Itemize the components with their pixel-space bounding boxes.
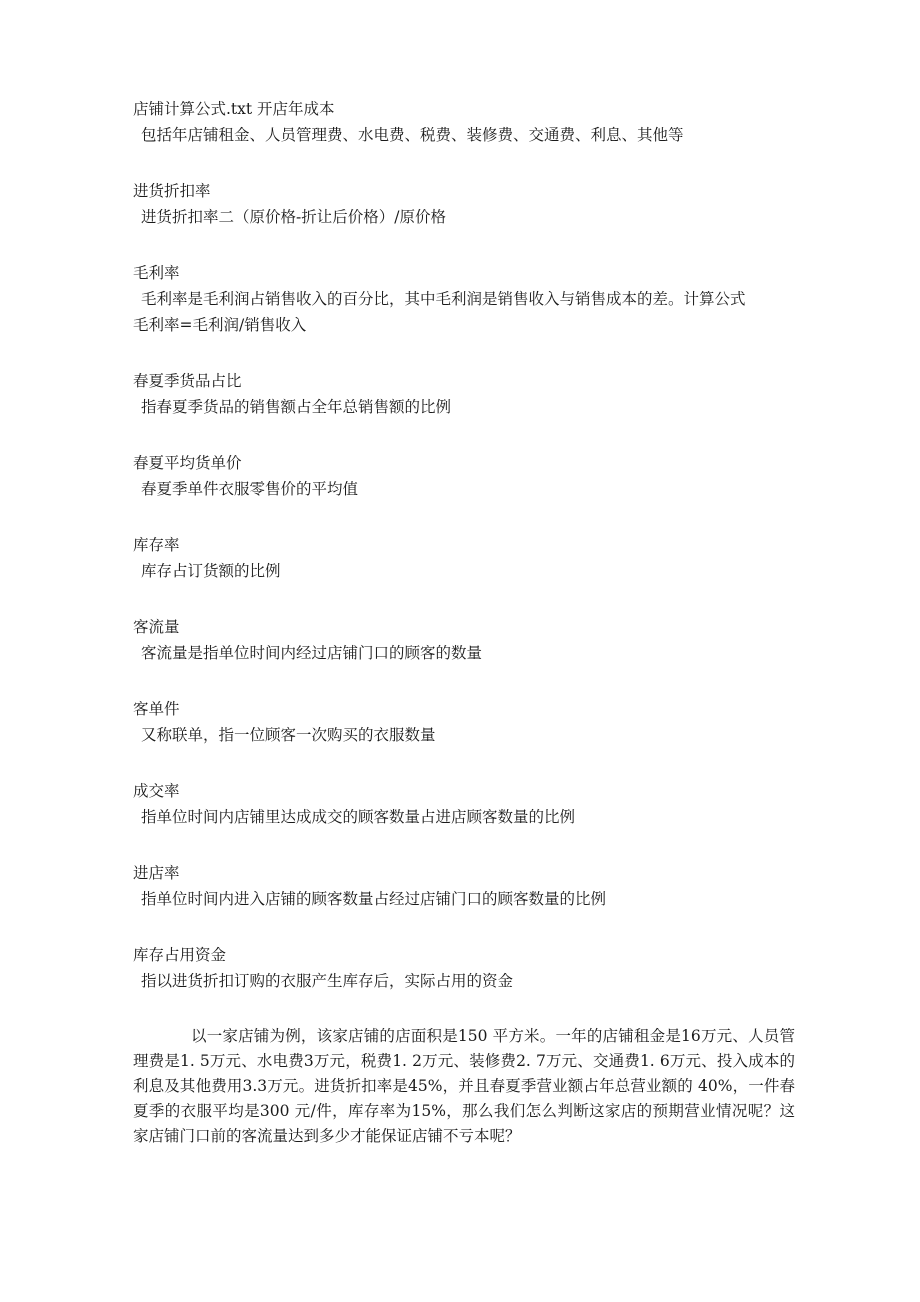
term-description: 指单位时间内进入店铺的顾客数量占经过店铺门口的顾客数量的比例 (141, 890, 607, 908)
term-description: 又称联单，指一位顾客一次购买的衣服数量 (141, 726, 436, 744)
term-inventory-capital (133, 942, 813, 994)
term-title: 库存率 (133, 536, 180, 554)
term-foot-traffic (133, 614, 813, 666)
term-description: 客流量是指单位时间内经过店铺门口的顾客的数量 (141, 644, 483, 662)
term-title: 进货折扣率 (133, 182, 211, 200)
term-description-line: 毛利率是毛利润占销售收入的百分比，其中毛利润是销售收入与销售成本的差。计算公式 (141, 290, 746, 308)
term-title: 春夏平均货单价 (133, 454, 242, 472)
term-spring-summer-share (133, 368, 813, 420)
term-purchase-discount-rate (133, 178, 813, 230)
term-description-line: 毛利率=毛利润/销售收入 (133, 316, 307, 334)
term-description (133, 286, 813, 338)
term-inventory-rate (133, 532, 813, 584)
term-title: 成交率 (133, 782, 180, 800)
term-description: 库存占订货额的比例 (141, 562, 281, 580)
term-description: 春夏季单件衣服零售价的平均值 (141, 480, 359, 498)
term-title: 客单件 (133, 700, 180, 718)
term-list (133, 96, 813, 1024)
term-description: 进货折扣率二（原价格-折让后价格）/原价格 (141, 208, 446, 226)
term-title: 毛利率 (133, 264, 180, 282)
term-conversion-rate (133, 778, 813, 830)
term-title: 库存占用资金 (133, 946, 227, 964)
term-annual-cost (133, 96, 813, 148)
term-title: 进店率 (133, 864, 180, 882)
term-description: 指单位时间内店铺里达成成交的顾客数量占进店顾客数量的比例 (141, 808, 576, 826)
term-title: 春夏季货品占比 (133, 372, 242, 390)
term-description: 指以进货折扣订购的衣服产生库存后，实际占用的资金 (141, 972, 514, 990)
term-title: 客流量 (133, 618, 180, 636)
term-gross-margin (133, 260, 813, 338)
term-title: 店铺计算公式.txt 开店年成本 (133, 100, 335, 118)
term-average-unit-price (133, 450, 813, 502)
term-items-per-customer (133, 696, 813, 748)
term-description: 指春夏季货品的销售额占全年总销售额的比例 (141, 398, 452, 416)
term-entry-rate (133, 860, 813, 912)
term-description: 包括年店铺租金、人员管理费、水电费、税费、装修费、交通费、利息、其他等 (141, 126, 684, 144)
example-paragraph: 以一家店铺为例，该家店铺的店面积是150 平方米。一年的店铺租金是16万元、人员管理费是1. 5万元、水电费3万元，税费1. 2万元、装修费2. 7万元、交通费1. 6万元、投入成本的利息及其他费用3.3万元。进货折扣率是45%，并且春夏季营业额占年总营业额的 40%，一件春夏季的衣服平均是300 元/件，库存率为15%，那么我们怎么判断这家店的预期营业情况呢？这家店铺门口前的客流量达到多少才能保证店铺不亏本呢？ (133, 1026, 795, 1145)
